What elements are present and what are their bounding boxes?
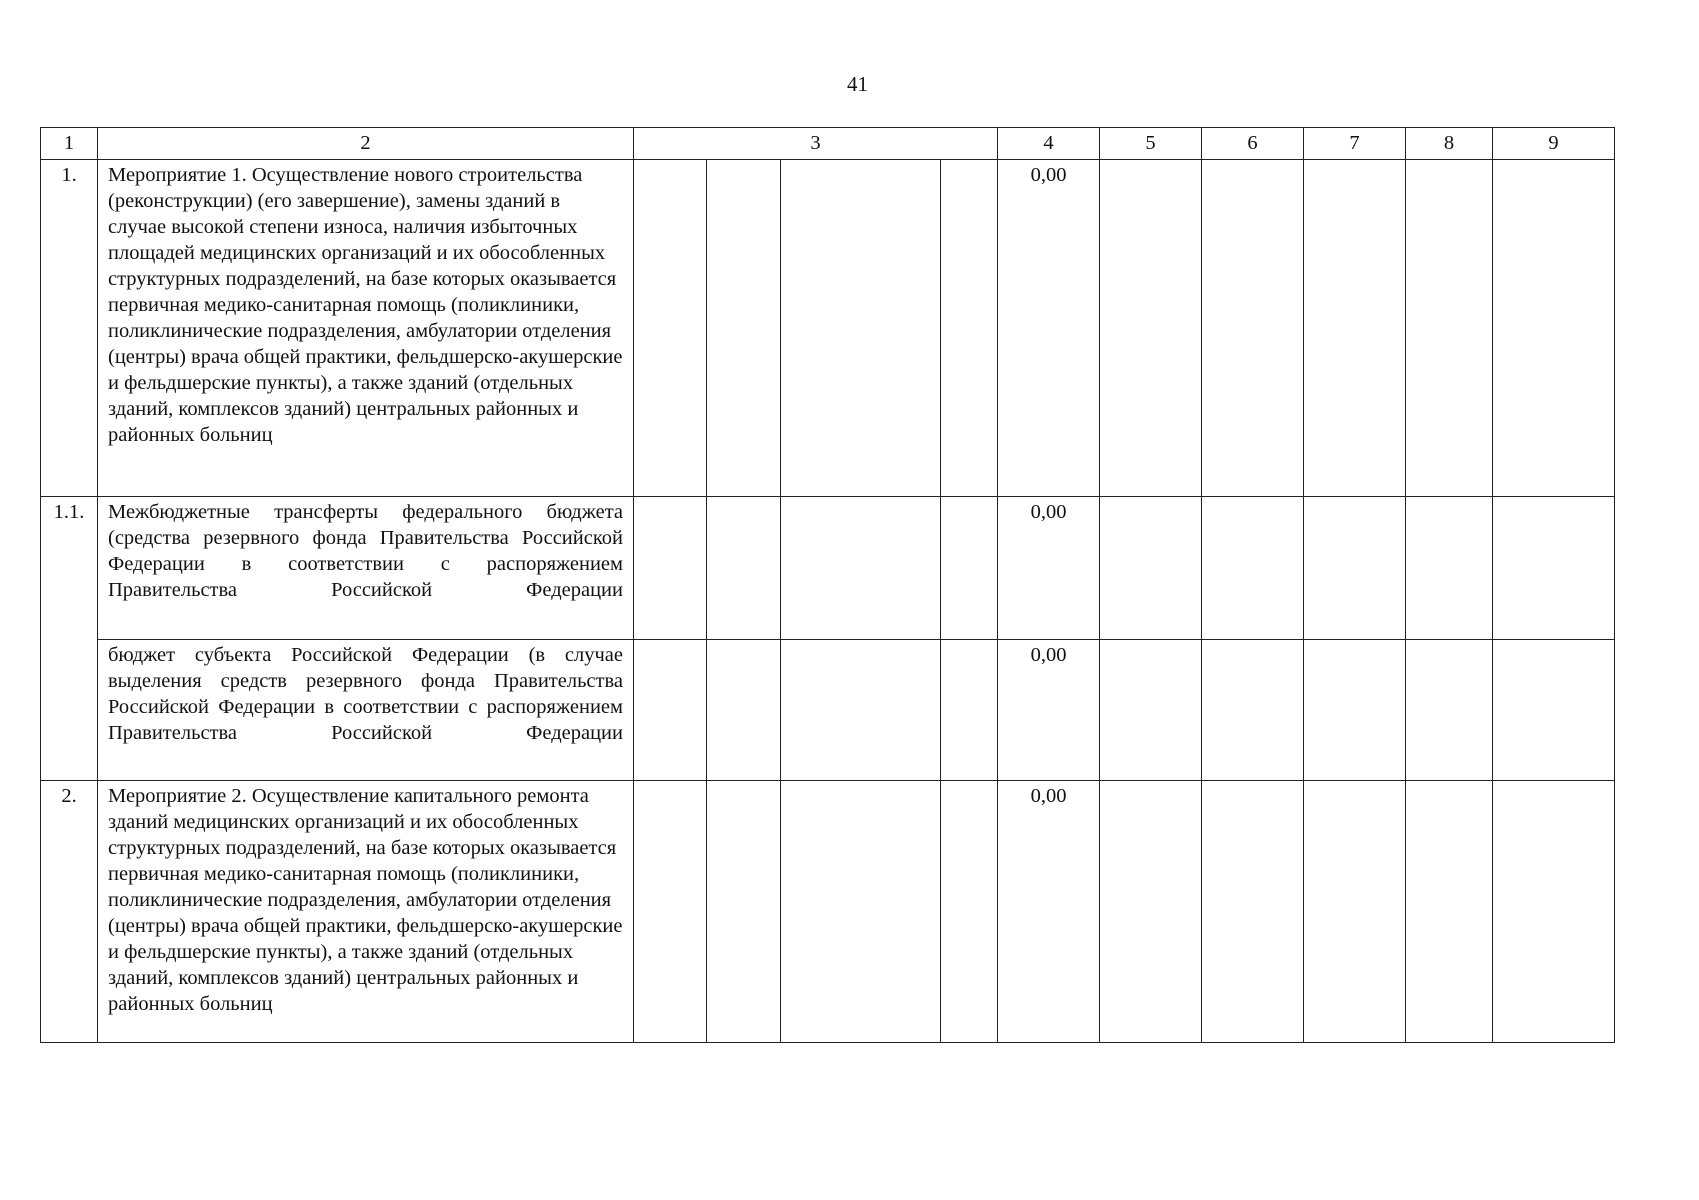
empty-cell (1304, 640, 1406, 781)
row-value: 0,00 (998, 640, 1100, 781)
empty-cell (941, 160, 998, 497)
row-number: 1.1. (41, 497, 98, 781)
empty-cell (1304, 497, 1406, 640)
empty-cell (634, 781, 707, 1043)
row-value: 0,00 (998, 497, 1100, 640)
header-col-6: 6 (1202, 128, 1304, 160)
row-number: 1. (41, 160, 98, 497)
table-row (41, 640, 1615, 781)
empty-cell (1493, 160, 1615, 497)
empty-cell (781, 160, 941, 497)
row-description: бюджет субъекта Российской Федерации (в случае выделения средств резервного фонда Правительства Российской Федерации в соответствии с распоряжением Правительства Российской Федерации (98, 640, 634, 781)
empty-cell (1202, 640, 1304, 781)
header-col-5: 5 (1100, 128, 1202, 160)
empty-cell (1100, 640, 1202, 781)
page-number: 41 (847, 72, 868, 96)
header-col-7: 7 (1304, 128, 1406, 160)
empty-cell (1493, 640, 1615, 781)
measures-table (40, 127, 1615, 1043)
empty-cell (1202, 160, 1304, 497)
empty-cell (634, 640, 707, 781)
empty-cell (1304, 781, 1406, 1043)
row-description: Мероприятие 1. Осуществление нового строительства (реконструкции) (его завершение), замены зданий в случае высокой степени износа, наличия избыточных площадей медицинских организаций и их обособленных структурных подразделений, на базе которых оказывается первичная медико-санитарная помощь (поликлиники, поликлинические подразделения, амбулатории отделения (центры) врача общей практики, фельдшерско-акушерские и фельдшерские пункты), а также зданий (отдельных зданий, комплексов зданий) центральных районных и районных больниц (98, 160, 634, 497)
header-row (41, 128, 1615, 160)
empty-cell (1406, 160, 1493, 497)
empty-cell (1100, 497, 1202, 640)
empty-cell (1406, 781, 1493, 1043)
empty-cell (707, 640, 781, 781)
empty-cell (1100, 781, 1202, 1043)
empty-cell (707, 497, 781, 640)
empty-cell (1406, 640, 1493, 781)
empty-cell (707, 160, 781, 497)
table-row (41, 497, 1615, 640)
empty-cell (1202, 781, 1304, 1043)
row-value: 0,00 (998, 781, 1100, 1043)
empty-cell (707, 781, 781, 1043)
header-col-8: 8 (1406, 128, 1493, 160)
table-row (41, 781, 1615, 1043)
empty-cell (634, 497, 707, 640)
empty-cell (781, 640, 941, 781)
row-number: 2. (41, 781, 98, 1043)
header-col-3: 3 (634, 128, 998, 160)
header-col-1: 1 (41, 128, 98, 160)
empty-cell (634, 160, 707, 497)
header-col-9: 9 (1493, 128, 1615, 160)
empty-cell (781, 497, 941, 640)
empty-cell (941, 640, 998, 781)
table-row (41, 160, 1615, 497)
empty-cell (941, 497, 998, 640)
empty-cell (1493, 497, 1615, 640)
empty-cell (1406, 497, 1493, 640)
empty-cell (1493, 781, 1615, 1043)
header-col-2: 2 (98, 128, 634, 160)
row-value: 0,00 (998, 160, 1100, 497)
empty-cell (781, 781, 941, 1043)
empty-cell (1304, 160, 1406, 497)
empty-cell (1100, 160, 1202, 497)
empty-cell (941, 781, 998, 1043)
row-description: Мероприятие 2. Осуществление капитального ремонта зданий медицинских организаций и их обособленных структурных подразделений, на базе которых оказывается первичная медико-санитарная помощь (поликлиники, поликлинические подразделения, амбулатории отделения (центры) врача общей практики, фельдшерско-акушерские и фельдшерские пункты), а также зданий (отдельных зданий, комплексов зданий) центральных районных и районных больниц (98, 781, 634, 1043)
row-description: Межбюджетные трансферты федерального бюджета (средства резервного фонда Правительства Российской Федерации в соответствии с распоряжением Правительства Российской Федерации (98, 497, 634, 640)
empty-cell (1202, 497, 1304, 640)
header-col-4: 4 (998, 128, 1100, 160)
